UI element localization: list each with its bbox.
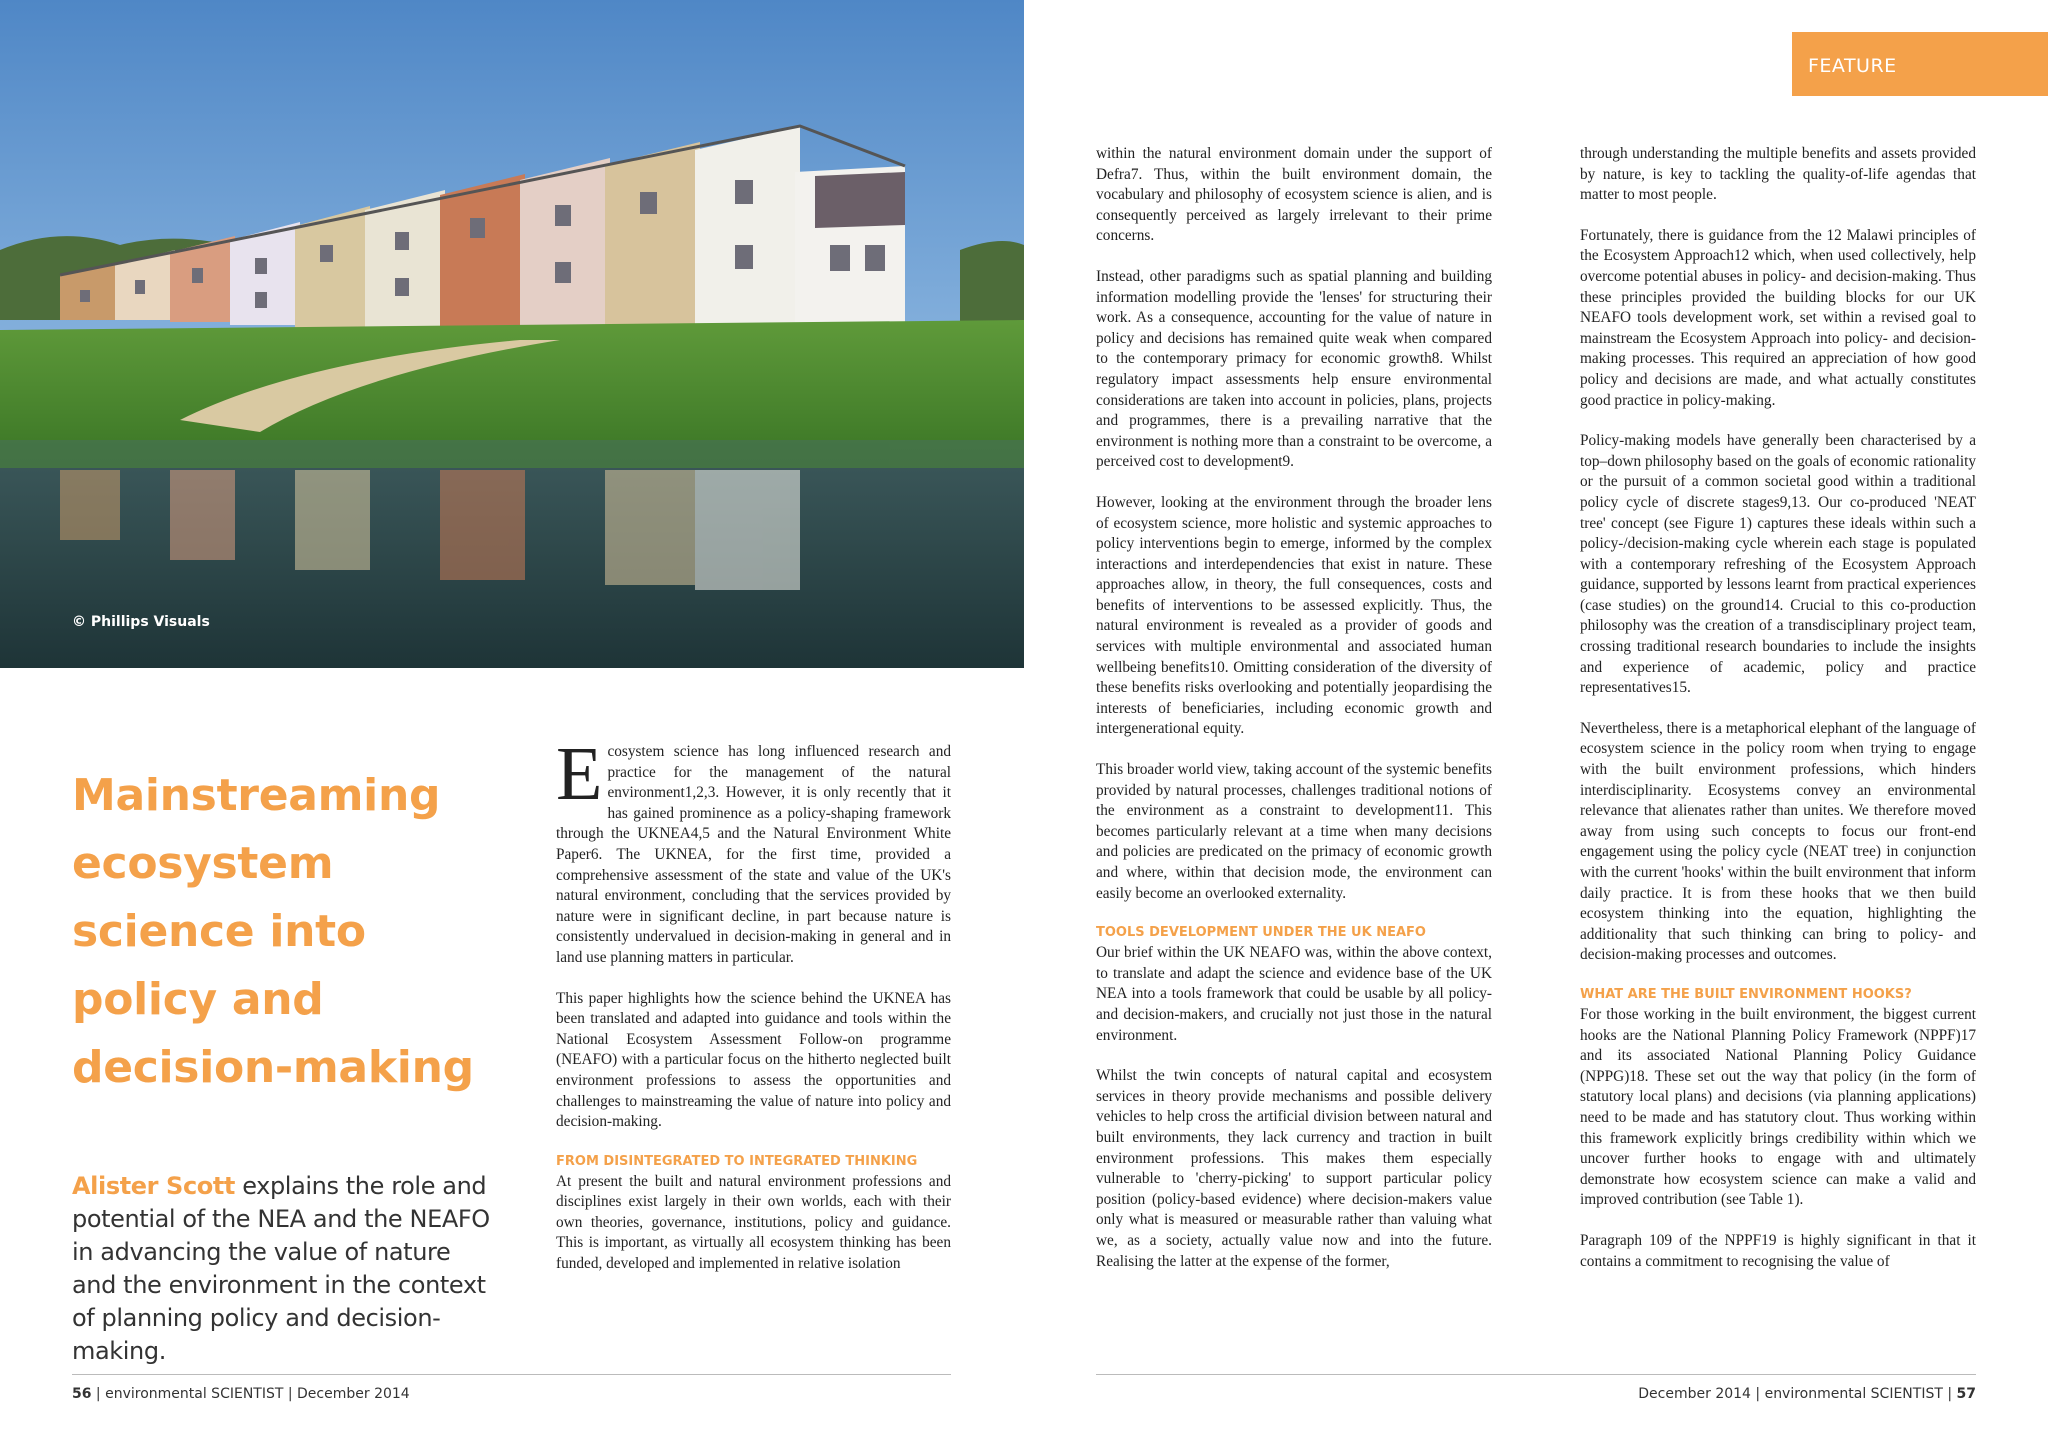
column-3 [1580,144,1976,1292]
paragraph: Whilst the twin concepts of natural capital and ecosystem services in theory provide mechanisms and possible delivery vehicles to help cross the artificial division between natural and built environments, they lack currency and traction in built environment professions. This makes them especially vulnerable to 'cherry-picking' to support particular policy position (policy-based evidence) where decision-makers value only what is measured or measurable rather than valuing what we, as a society, actually value now and into the future. Realising the latter at the expense of the former, [1096,1067,1492,1270]
feature-label: FEATURE [1808,55,1897,77]
footer-rule-left [72,1374,951,1375]
section-heading: TOOLS DEVELOPMENT UNDER THE UK NEAFO [1096,925,1426,941]
paragraph: At present the built and natural environment professions and disciplines exist largely in their own worlds, each with their own theories, governance, institutions, policy and guidance. This is important, as virtually all ecosystem thinking has been funded, developed and implemented in relative isolation [556,1172,951,1273]
paragraph: Paragraph 109 of the NPPF19 is highly significant in that it contains a commitment to recognising the value of [1580,1231,1976,1270]
paragraph: For those working in the built environment, the biggest current hooks are the National Planning Policy Framework (NPPF)17 and its associated National Planning Policy Guidance (NPPG)18. These set out the way that policy (in the form of statutory local plans) and decisions (via planning applications) need to be made and has statutory clout. Thus working within this framework explicitly brings credibility within which we uncover further hooks to engage with and ultimately demonstrate how ecosystem science can make a valid and improved contribution (see Table 1). [1580,1005,1976,1209]
paragraph: This broader world view, taking account of the systemic benefits provided by natural processes, challenges traditional notions of the environment as a constraint to development11. This becomes particularly relevant at a time when many decisions and policies are predicated on the primacy of economic growth and where, within that decision mode, the environment can easily become an overlooked externality. [1096,761,1492,902]
drop-cap: E [556,732,603,816]
column-2 [1096,144,1492,1292]
paragraph: Nevertheless, there is a metaphorical elephant of the language of ecosystem science in the policy room when trying to engage with the built environment professions, which hinders interdisciplinarity. Ecosystems convey an environmental relevance that alienates rather than unites. We therefore moved away from using such concepts to focus our front-end engagement using the policy cycle (NEAT tree) in conjunction with the current 'hooks' within the built environment that inform daily practice. It is from these hooks that we then build ecosystem thinking into the equation, highlighting the additionality that such thinking can bring to policy- and decision-making processes and outcomes. [1580,719,1976,964]
column-1 [556,732,951,1295]
hero-photo [0,0,1024,668]
title-line: policy and [72,974,324,1025]
section-heading: FROM DISINTEGRATED TO INTEGRATED THINKING [556,1153,918,1169]
footer-text: | environmental SCIENTIST | December 2014 [91,1386,410,1402]
title-line: ecosystem [72,838,334,889]
paragraph: This paper highlights how the science behind the UKNEA has been translated and adapted into guidance and tools within the National Ecosystem Assessment Follow-on programme (NEAFO) with a particular focus on the hitherto neglected built environment professions to assess the opportunities and challenges to mainstreaming the value of nature into policy and decision-making. [556,989,951,1131]
title-line: science into [72,906,366,957]
page-number: 57 [1956,1386,1976,1402]
footer-right [1638,1386,1976,1402]
paragraph: However, looking at the environment through the broader lens of ecosystem science, more holistic and systemic approaches to policy interventions begin to emerge, informed by the complex interactions and interdependencies that exist in nature. These approaches allow, in theory, the full consequences, costs and benefits of interventions to be assessed explicitly. Thus, the natural environment is revealed as a provider of goods and services with multiple environmental and associated human wellbeing benefits10. Omitting consideration of the diversity of these benefits risks overlooking and potentially jeopardising the interests of beneficiaries, including economic growth and intergenerational equity. [1096,493,1492,738]
paragraph: Policy-making models have generally been characterised by a top–down philosophy based on the goals of economic rationality or the pursuit of a common societal good within a traditional policy cycle of discrete stages9,13. Our co-produced 'NEAT tree' concept (see Figure 1) captures these ideals within such a policy-/decision-making cycle wherein each stage is populated with a contemporary refreshing of the Ecosystem Approach guidance, supported by lessons learnt from practical experiences (case studies) on the ground14. Crucial to this co-production philosophy was the creation of a transdisciplinary project team, crossing traditional research boundaries to include the insights and experience of academic, policy and practice representatives15. [1580,432,1976,697]
title-line: Mainstreaming [72,770,441,821]
paragraph: Instead, other paradigms such as spatial planning and building information modelling provide the 'lenses' for structuring their work. As a consequence, accounting for the value of nature in policy and decisions has remained quite weak when compared to the contemporary primacy for economic growth8. Whilst regulatory impact assessments help ensure environmental considerations are taken into account in policies, plans, projects and programmes, there is a prevailing narrative that the environment is nothing more than a constraint to be overcome, a perceived cost to development9. [1096,267,1492,471]
page-number: 56 [72,1386,92,1402]
paragraph: Our brief within the UK NEAFO was, within the above context, to translate and adapt the science and evidence base of the UK NEA into a tools framework that could be usable by all policy- and decision-makers, and crucially not just those in the natural environment. [1096,944,1492,1044]
standfirst-text: explains the role and potential of the NEA and the NEAFO in advancing the value of nature and the environment in the context of planning policy and decision-making. [72,1172,490,1365]
housing-by-lake-image [0,0,1024,668]
footer-left [72,1386,410,1402]
feature-tab [1792,32,2048,96]
footer-rule-right [1096,1374,1976,1375]
paragraph: through understanding the multiple benefits and assets provided by nature, is key to tackling the quality-of-life agendas that matter to most people. [1580,145,1976,204]
paragraph: within the natural environment domain under the support of Defra7. Thus, within the built environment domain, the vocabulary and philosophy of ecosystem science is alien, and is consequently perceived as largely irrelevant to their prime concerns. [1096,145,1492,245]
footer-text: December 2014 | environmental SCIENTIST | [1638,1386,1957,1402]
standfirst [72,1170,492,1368]
section-heading: WHAT ARE THE BUILT ENVIRONMENT HOOKS? [1580,986,1912,1002]
photo-credit: © Phillips Visuals [72,614,210,630]
paragraph: Fortunately, there is guidance from the 12 Malawi principles of the Ecosystem Approach12 which, when used collectively, help overcome potential abuses in policy- and decision-making. Thus these principles provided the building blocks for our UK NEAFO tools development work, set within a revised goal to mainstream the Ecosystem Approach into policy- and decision-making processes. This required an appreciation of how good policy and decisions are made, and what actually constitutes good practice in policy-making. [1580,226,1976,409]
article-title [72,762,502,1102]
paragraph [556,732,951,969]
author-name: Alister Scott [72,1172,235,1200]
title-line: decision-making [72,1042,474,1093]
paragraph-text: cosystem science has long influenced research and practice for the management of the natural environment1,2,3. However, it is only recently that it has gained prominence as a policy-shaping framework through the UKNEA4,5 and the Natural Environment White Paper6. The UKNEA, for the first time, provided a comprehensive assessment of the state and value of the UK's natural environment, concluding that the services provided by nature were in significant decline, in part because nature is consistently undervalued in decision-making in general and in land use planning matters in particular. [556,743,951,966]
